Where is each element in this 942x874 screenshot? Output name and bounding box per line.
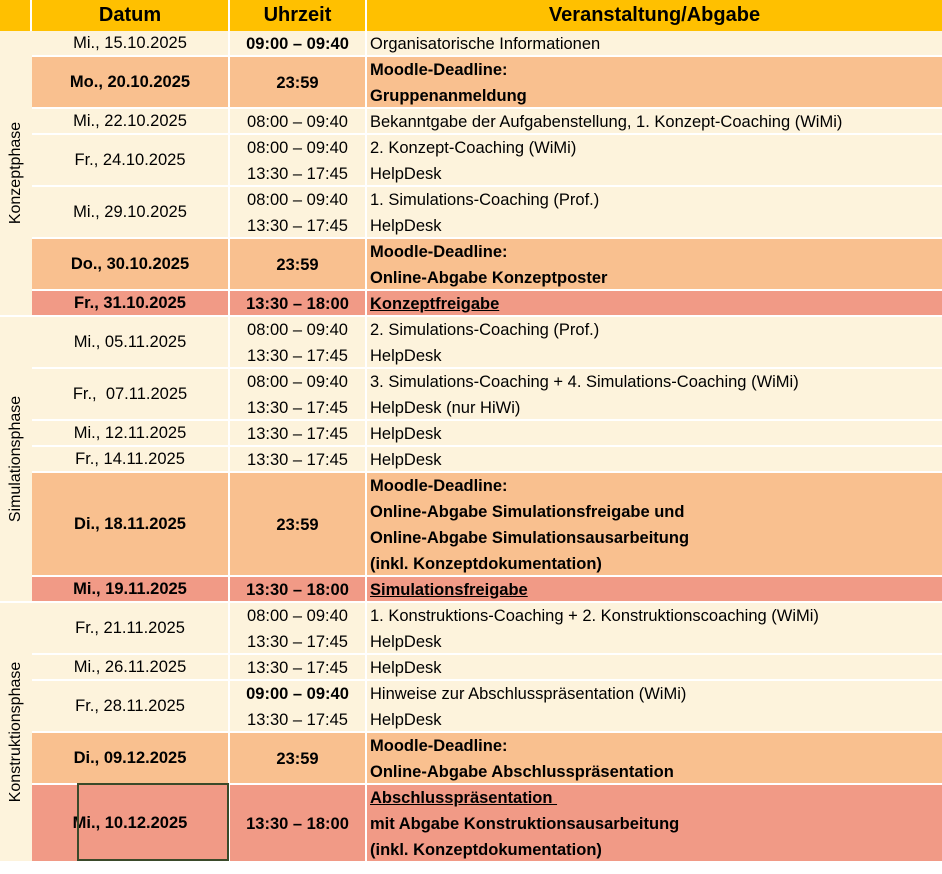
event-cell [367, 135, 942, 185]
time-cell [230, 785, 367, 861]
time-cell [230, 187, 367, 237]
event-cell [367, 57, 942, 107]
date-cell: Fr., 14.11.2025 [32, 447, 230, 471]
event-cell [367, 291, 942, 315]
date-cell: Mi., 12.11.2025 [32, 421, 230, 445]
event-text: Organisatorische Informationen [370, 35, 601, 53]
time-cell [230, 317, 367, 367]
time-cell [230, 603, 367, 653]
event-text: HelpDesk [370, 425, 442, 443]
header-date: Datum [32, 0, 230, 31]
table-row [32, 733, 942, 785]
time-value: 08:00 – 09:40 [247, 321, 348, 339]
event-text: (inkl. Konzeptdokumentation) [370, 841, 602, 859]
cell-selection-outline [77, 783, 229, 861]
time-value: 13:30 – 17:45 [247, 347, 348, 365]
date-cell: Mi., 15.10.2025 [32, 31, 230, 55]
date-cell: Di., 18.11.2025 [32, 473, 230, 575]
time-cell [230, 369, 367, 419]
time-value: 13:30 – 17:45 [247, 165, 348, 183]
date-cell: Mi., 29.10.2025 [32, 187, 230, 237]
time-cell [230, 421, 367, 445]
time-value: 23:59 [276, 256, 319, 274]
time-value: 13:30 – 17:45 [247, 451, 348, 469]
date-cell: Fr., 28.11.2025 [32, 681, 230, 731]
event-text: HelpDesk [370, 217, 442, 235]
event-text: HelpDesk [370, 711, 442, 729]
time-value: 13:30 – 17:45 [247, 217, 348, 235]
table-row [32, 603, 942, 655]
time-value: 23:59 [276, 74, 319, 92]
table-row [32, 681, 942, 733]
event-text: Simulationsfreigabe [370, 581, 528, 599]
phase-label: Simulationsphase [7, 395, 24, 523]
time-value: 09:00 – 09:40 [246, 35, 349, 53]
event-text: Gruppenanmeldung [370, 87, 527, 105]
header-time: Uhrzeit [230, 0, 367, 31]
event-text: HelpDesk [370, 451, 442, 469]
time-cell [230, 31, 367, 55]
event-text: Online-Abgabe Simulationsfreigabe und [370, 503, 685, 521]
time-value: 13:30 – 17:45 [247, 711, 348, 729]
time-value: 23:59 [276, 516, 319, 534]
table-row [32, 473, 942, 577]
event-cell [367, 473, 942, 575]
time-value: 08:00 – 09:40 [247, 139, 348, 157]
time-cell [230, 447, 367, 471]
event-text: 2. Simulations-Coaching (Prof.) [370, 321, 600, 339]
event-text: Moodle-Deadline: [370, 477, 508, 495]
phase-label-cell [0, 317, 32, 603]
event-cell [367, 447, 942, 471]
time-value: 13:30 – 18:00 [246, 815, 349, 833]
date-cell: Do., 30.10.2025 [32, 239, 230, 289]
event-cell [367, 655, 942, 679]
phase-label-cell [0, 603, 32, 863]
event-text: HelpDesk [370, 633, 442, 651]
time-cell [230, 109, 367, 133]
time-cell [230, 577, 367, 601]
table-row [32, 291, 942, 317]
event-cell [367, 733, 942, 783]
time-value: 13:30 – 17:45 [247, 659, 348, 677]
event-cell [367, 239, 942, 289]
event-text: Moodle-Deadline: [370, 61, 508, 79]
event-cell [367, 577, 942, 601]
table-row [32, 109, 942, 135]
event-text: HelpDesk [370, 165, 442, 183]
table-row [32, 655, 942, 681]
table-row [32, 577, 942, 603]
phase-label-cell [0, 31, 32, 317]
table-row [32, 187, 942, 239]
event-text: 1. Simulations-Coaching (Prof.) [370, 191, 600, 209]
event-cell [367, 421, 942, 445]
time-value: 23:59 [276, 750, 319, 768]
event-cell [367, 109, 942, 133]
header-event: Veranstaltung/Abgabe [367, 0, 942, 31]
phase-label: Konstruktionsphase [7, 661, 24, 803]
event-cell [367, 369, 942, 419]
date-cell: Mi., 10.12.2025 [32, 785, 230, 861]
event-cell [367, 187, 942, 237]
date-cell: Fr., 24.10.2025 [32, 135, 230, 185]
event-text: Bekanntgabe der Aufgabenstellung, 1. Konzept-Coaching (WiMi) [370, 113, 843, 131]
table-row [32, 239, 942, 291]
table-row [32, 447, 942, 473]
time-value: 13:30 – 18:00 [246, 581, 349, 599]
table-row [32, 369, 942, 421]
event-text: Moodle-Deadline: [370, 737, 508, 755]
date-cell: Mi., 05.11.2025 [32, 317, 230, 367]
date-cell: Di., 09.12.2025 [32, 733, 230, 783]
time-cell [230, 655, 367, 679]
event-text: Konzeptfreigabe [370, 295, 500, 313]
event-cell [367, 317, 942, 367]
time-cell [230, 291, 367, 315]
event-text: Online-Abgabe Abschlusspräsentation [370, 763, 674, 781]
event-text: 2. Konzept-Coaching (WiMi) [370, 139, 577, 157]
event-cell [367, 31, 942, 55]
time-value: 13:30 – 18:00 [246, 295, 349, 313]
time-value: 13:30 – 17:45 [247, 425, 348, 443]
event-cell [367, 603, 942, 653]
date-cell: Mo., 20.10.2025 [32, 57, 230, 107]
event-text: HelpDesk [370, 347, 442, 365]
time-cell [230, 733, 367, 783]
time-value: 13:30 – 17:45 [247, 633, 348, 651]
event-text: 3. Simulations-Coaching + 4. Simulations-Coaching (WiMi) [370, 373, 799, 391]
event-cell [367, 785, 942, 861]
table-row [32, 31, 942, 57]
table-row [32, 57, 942, 109]
date-cell: Mi., 26.11.2025 [32, 655, 230, 679]
time-value: 08:00 – 09:40 [247, 191, 348, 209]
date-cell: Mi., 22.10.2025 [32, 109, 230, 133]
event-text: Online-Abgabe Konzeptposter [370, 269, 608, 287]
time-cell [230, 135, 367, 185]
header-corner [0, 0, 32, 31]
event-text: HelpDesk (nur HiWi) [370, 399, 521, 417]
event-text: mit Abgabe Konstruktionsausarbeitung [370, 815, 680, 833]
event-text: Moodle-Deadline: [370, 243, 508, 261]
date-cell: Fr., 31.10.2025 [32, 291, 230, 315]
time-cell [230, 473, 367, 575]
event-text: 1. Konstruktions-Coaching + 2. Konstruktionscoaching (WiMi) [370, 607, 819, 625]
phase-label: Konzeptphase [7, 121, 24, 225]
time-value: 08:00 – 09:40 [247, 113, 348, 131]
time-cell [230, 57, 367, 107]
event-text: Online-Abgabe Simulationsausarbeitung [370, 529, 690, 547]
table-row [32, 135, 942, 187]
time-value: 13:30 – 17:45 [247, 399, 348, 417]
time-cell [230, 239, 367, 289]
date-cell: Fr., 07.11.2025 [32, 369, 230, 419]
time-value: 08:00 – 09:40 [247, 373, 348, 391]
event-text: (inkl. Konzeptdokumentation) [370, 555, 602, 573]
table-row [32, 421, 942, 447]
event-cell [367, 681, 942, 731]
date-cell: Mi., 19.11.2025 [32, 577, 230, 601]
time-cell [230, 681, 367, 731]
event-text: HelpDesk [370, 659, 442, 677]
date-cell: Fr., 21.11.2025 [32, 603, 230, 653]
time-value: 09:00 – 09:40 [246, 685, 349, 703]
event-text: Abschlusspräsentation [370, 789, 558, 807]
event-text: Hinweise zur Abschlusspräsentation (WiMi) [370, 685, 687, 703]
time-value: 08:00 – 09:40 [247, 607, 348, 625]
table-row [32, 785, 942, 863]
table-row [32, 317, 942, 369]
